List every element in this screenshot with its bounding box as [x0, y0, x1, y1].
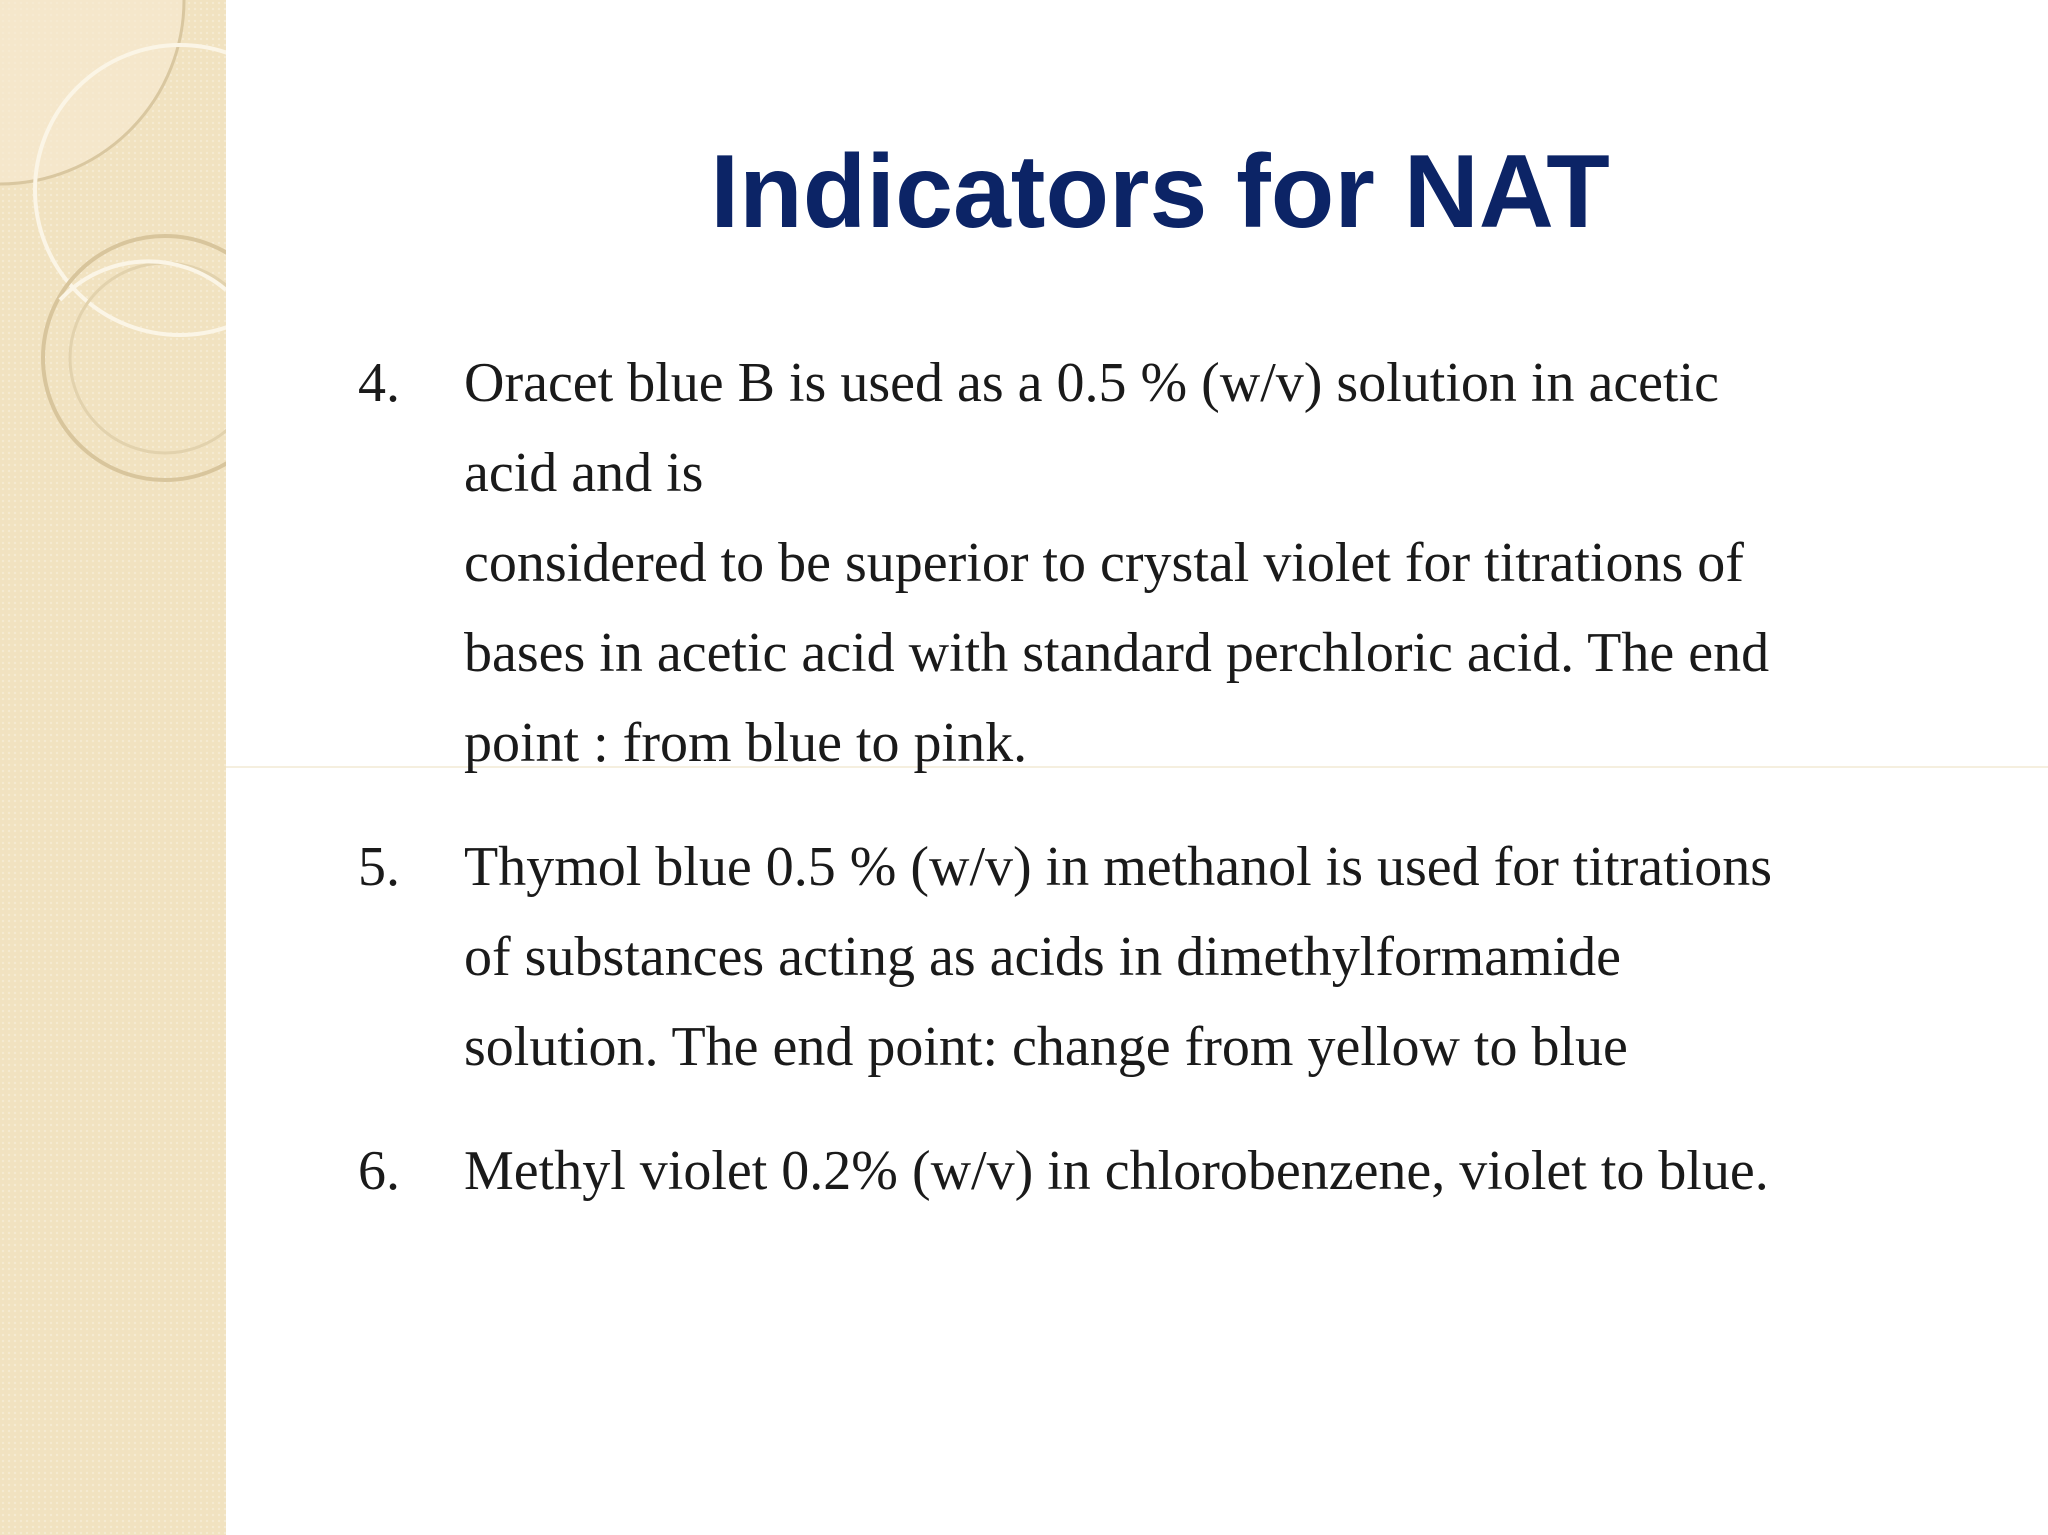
item-text-line: bases in acetic acid with standard perchloric acid. The end	[464, 622, 1770, 684]
item-text	[464, 338, 1998, 788]
item-text-line: acid and is	[464, 442, 704, 504]
decorative-side-band	[0, 0, 226, 1535]
item-text	[464, 822, 1998, 1092]
item-text	[464, 1126, 1998, 1216]
item-number: 6.	[358, 1140, 400, 1202]
list-item	[358, 822, 1998, 1092]
indicator-list	[358, 338, 1998, 1216]
item-number: 4.	[358, 352, 400, 414]
item-text-line: considered to be superior to crystal violet for titrations of	[464, 532, 1744, 594]
list-item	[358, 338, 1998, 788]
item-text-line: solution. The end point: change from yellow to blue	[464, 1016, 1628, 1078]
item-text-line: Methyl violet 0.2% (w/v) in chlorobenzene, violet to blue.	[464, 1140, 1769, 1202]
item-number: 5.	[358, 836, 400, 898]
item-text-line: Thymol blue 0.5 % (w/v) in methanol is used for titrations	[464, 836, 1773, 898]
slide-title: Indicators for NAT	[710, 134, 1610, 250]
item-text-line: Oracet blue B is used as a 0.5 % (w/v) solution in acetic	[464, 352, 1719, 414]
item-text-line: point : from blue to pink.	[464, 712, 1028, 774]
decorative-circles-graphic	[0, 0, 226, 1535]
item-text-line: of substances acting as acids in dimethylformamide	[464, 926, 1622, 988]
list-item	[358, 1126, 1998, 1216]
